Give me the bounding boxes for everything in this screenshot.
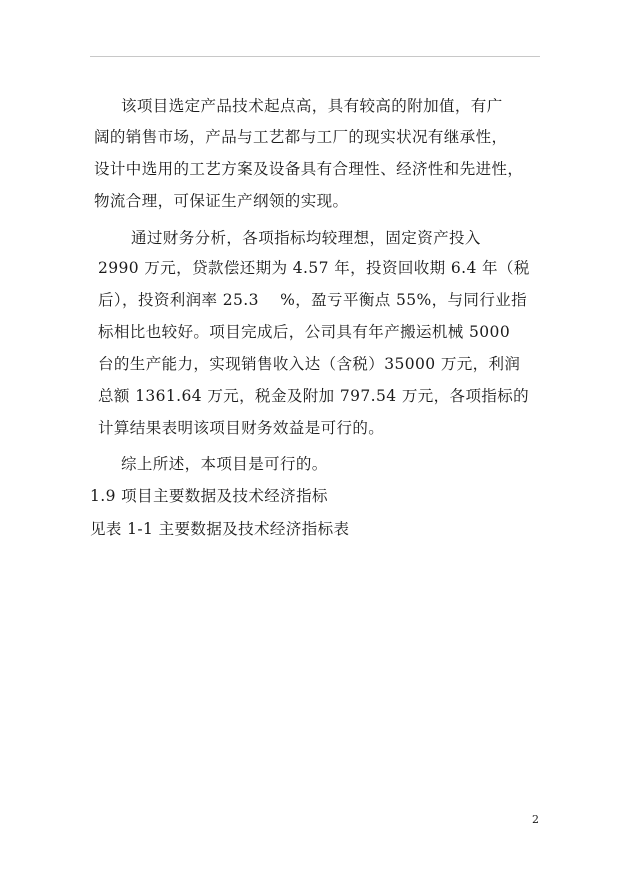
paragraph-line: 台的生产能力，实现销售收入达（含税）35000 万元，利润 (98, 355, 521, 373)
paragraph-line: 设计中选用的工艺方案及设备具有合理性、经济性和先进性， (94, 160, 524, 178)
page-number: 2 (532, 813, 539, 826)
paragraph-line: 阔的销售市场，产品与工艺都与工厂的现实状况有继承性， (94, 128, 508, 146)
paragraph-line: 总额 1361.64 万元，税金及附加 797.54 万元，各项指标的 (98, 387, 530, 405)
paragraph-line: 通过财务分析，各项指标均较理想，固定资产投入 (131, 229, 481, 247)
section-heading: 1.9 项目主要数据及技术经济指标 (90, 487, 328, 505)
paragraph-line: 物流合理，可保证生产纲领的实现。 (94, 192, 349, 210)
paragraph-line: 该项目选定产品技术起点高，具有较高的附加值，有广 (121, 97, 503, 115)
table-reference: 见表 1-1 主要数据及技术经济指标表 (90, 520, 350, 538)
paragraph-line: 2990 万元，贷款偿还期为 4.57 年，投资回收期 6.4 年（税 (98, 259, 530, 277)
paragraph-line: 综上所述，本项目是可行的。 (121, 455, 328, 473)
header-rule (90, 56, 540, 57)
paragraph-line: 计算结果表明该项目财务效益是可行的。 (98, 419, 385, 437)
paragraph-line: 后），投资利润率 25.3 %，盈亏平衡点 55%，与同行业指 (98, 291, 528, 309)
paragraph-line: 标相比也较好。项目完成后，公司具有年产搬运机械 5000 (98, 323, 511, 341)
